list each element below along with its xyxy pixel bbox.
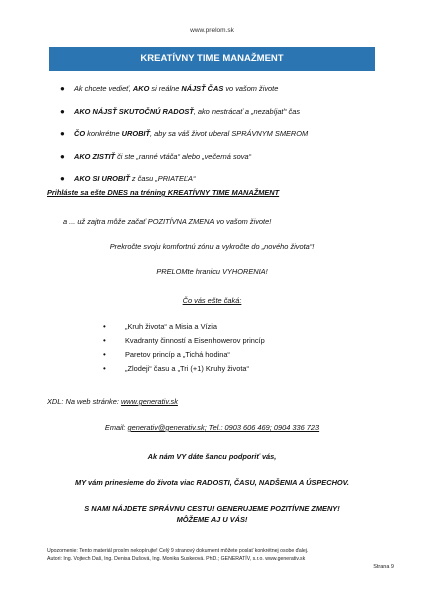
footer-notice: Upozornenie: Tento materiál prosím nekopírujte! Celý 9 stranový dokument môžete poslať konkrétnej osobe ďalej. [47, 548, 309, 554]
bullet-icon: ● [60, 106, 65, 116]
comfort-zone-line: Prekročte svoju komfortnú zónu a vykročte do „nového života“! [109, 242, 315, 251]
list-item: ● AKO NÁJSŤ SKUTOČNÚ RADOSŤ, ako nestrácať a „nezabíjať“ čas [60, 106, 301, 116]
closing-line-4: MÔŽEME AJ U VÁS! [176, 515, 248, 524]
closing-line-3: S NAMI NÁJDETE SPRÁVNU CESTU! GENERUJEME POZITÍVNE ZMENY! [84, 504, 340, 513]
burnout-line: PRELOMte hranicu VYHORENIA! [156, 267, 268, 276]
site-url: www.prelom.sk [190, 27, 234, 34]
signup-line: Prihláste sa ešte DNES na tréning KREATÍVNY TIME MANAŽMENT [47, 188, 280, 197]
list-item: • „Zlodeji“ času a „Tri (+1) Kruhy života“ [103, 364, 249, 373]
footer-authors: Autori: Ing. Vojtech Daš, Ing. Denisa Dušová, Ing. Monika Suskeová. PhD.; GENERATÍV, s.r.o. www.generativ.sk [47, 556, 306, 562]
contact-line: Email: generativ@generativ.sk; Tel.: 0903 606 469; 0904 336 723 [104, 423, 320, 432]
list-item: • Paretov princíp a „Tichá hodina“ [103, 350, 230, 359]
benefit-list [60, 84, 390, 197]
phone-numbers: ; Tel.: 0903 606 469; 0904 336 723 [204, 423, 320, 432]
bullet-icon: ● [60, 174, 65, 183]
bullet-icon: ● [60, 151, 65, 161]
list-item: ● ČO konkrétne UROBIŤ, aby sa váš život uberal SPRÁVNYM SMEROM [60, 129, 309, 138]
list-item: ● Ak chcete vedieť, AKO si reálne NÁJSŤ ČAS vo vašom živote [60, 84, 279, 93]
closing-line-1: Ak nám VY dáte šancu podporiť vás, [147, 452, 277, 461]
bullet-icon: • [103, 322, 106, 331]
list-item: • Kvadranty činností a Eisenhowerov princíp [103, 336, 265, 345]
bullet-icon: • [103, 350, 106, 359]
topic-list [103, 322, 265, 378]
web-line: XDL: Na web stránke: www.generativ.sk [47, 397, 178, 406]
list-item: ● AKO ZISTIŤ či ste „ranné vtáča“ alebo „večerná sova“ [60, 151, 252, 161]
list-item: ● AKO SI UROBIŤ z času „PRIATEĽA“ [60, 174, 196, 183]
page-number: Strana 9 [373, 564, 394, 570]
bullet-icon: ● [60, 129, 65, 138]
bullet-icon: • [103, 336, 106, 345]
change-line: a ... už zajtra môže začať POZITÍVNA ZMENA vo vašom živote! [63, 217, 272, 226]
whats-next-heading: Čo vás ešte čaká: [182, 296, 242, 305]
bullet-icon: ● [60, 84, 65, 93]
title-banner: KREATÍVNY TIME MANAŽMENT [49, 47, 375, 71]
web-link[interactable]: www.generativ.sk [120, 397, 178, 406]
bullet-icon: • [103, 364, 106, 373]
email-link[interactable]: generativ@generativ.sk [127, 423, 205, 432]
closing-line-2: MY vám prinesieme do života viac RADOSTI, ČASU, NADŠENIA A ÚSPECHOV. [75, 478, 349, 487]
list-item: • „Kruh života“ a Misia a Vízia [103, 322, 218, 331]
